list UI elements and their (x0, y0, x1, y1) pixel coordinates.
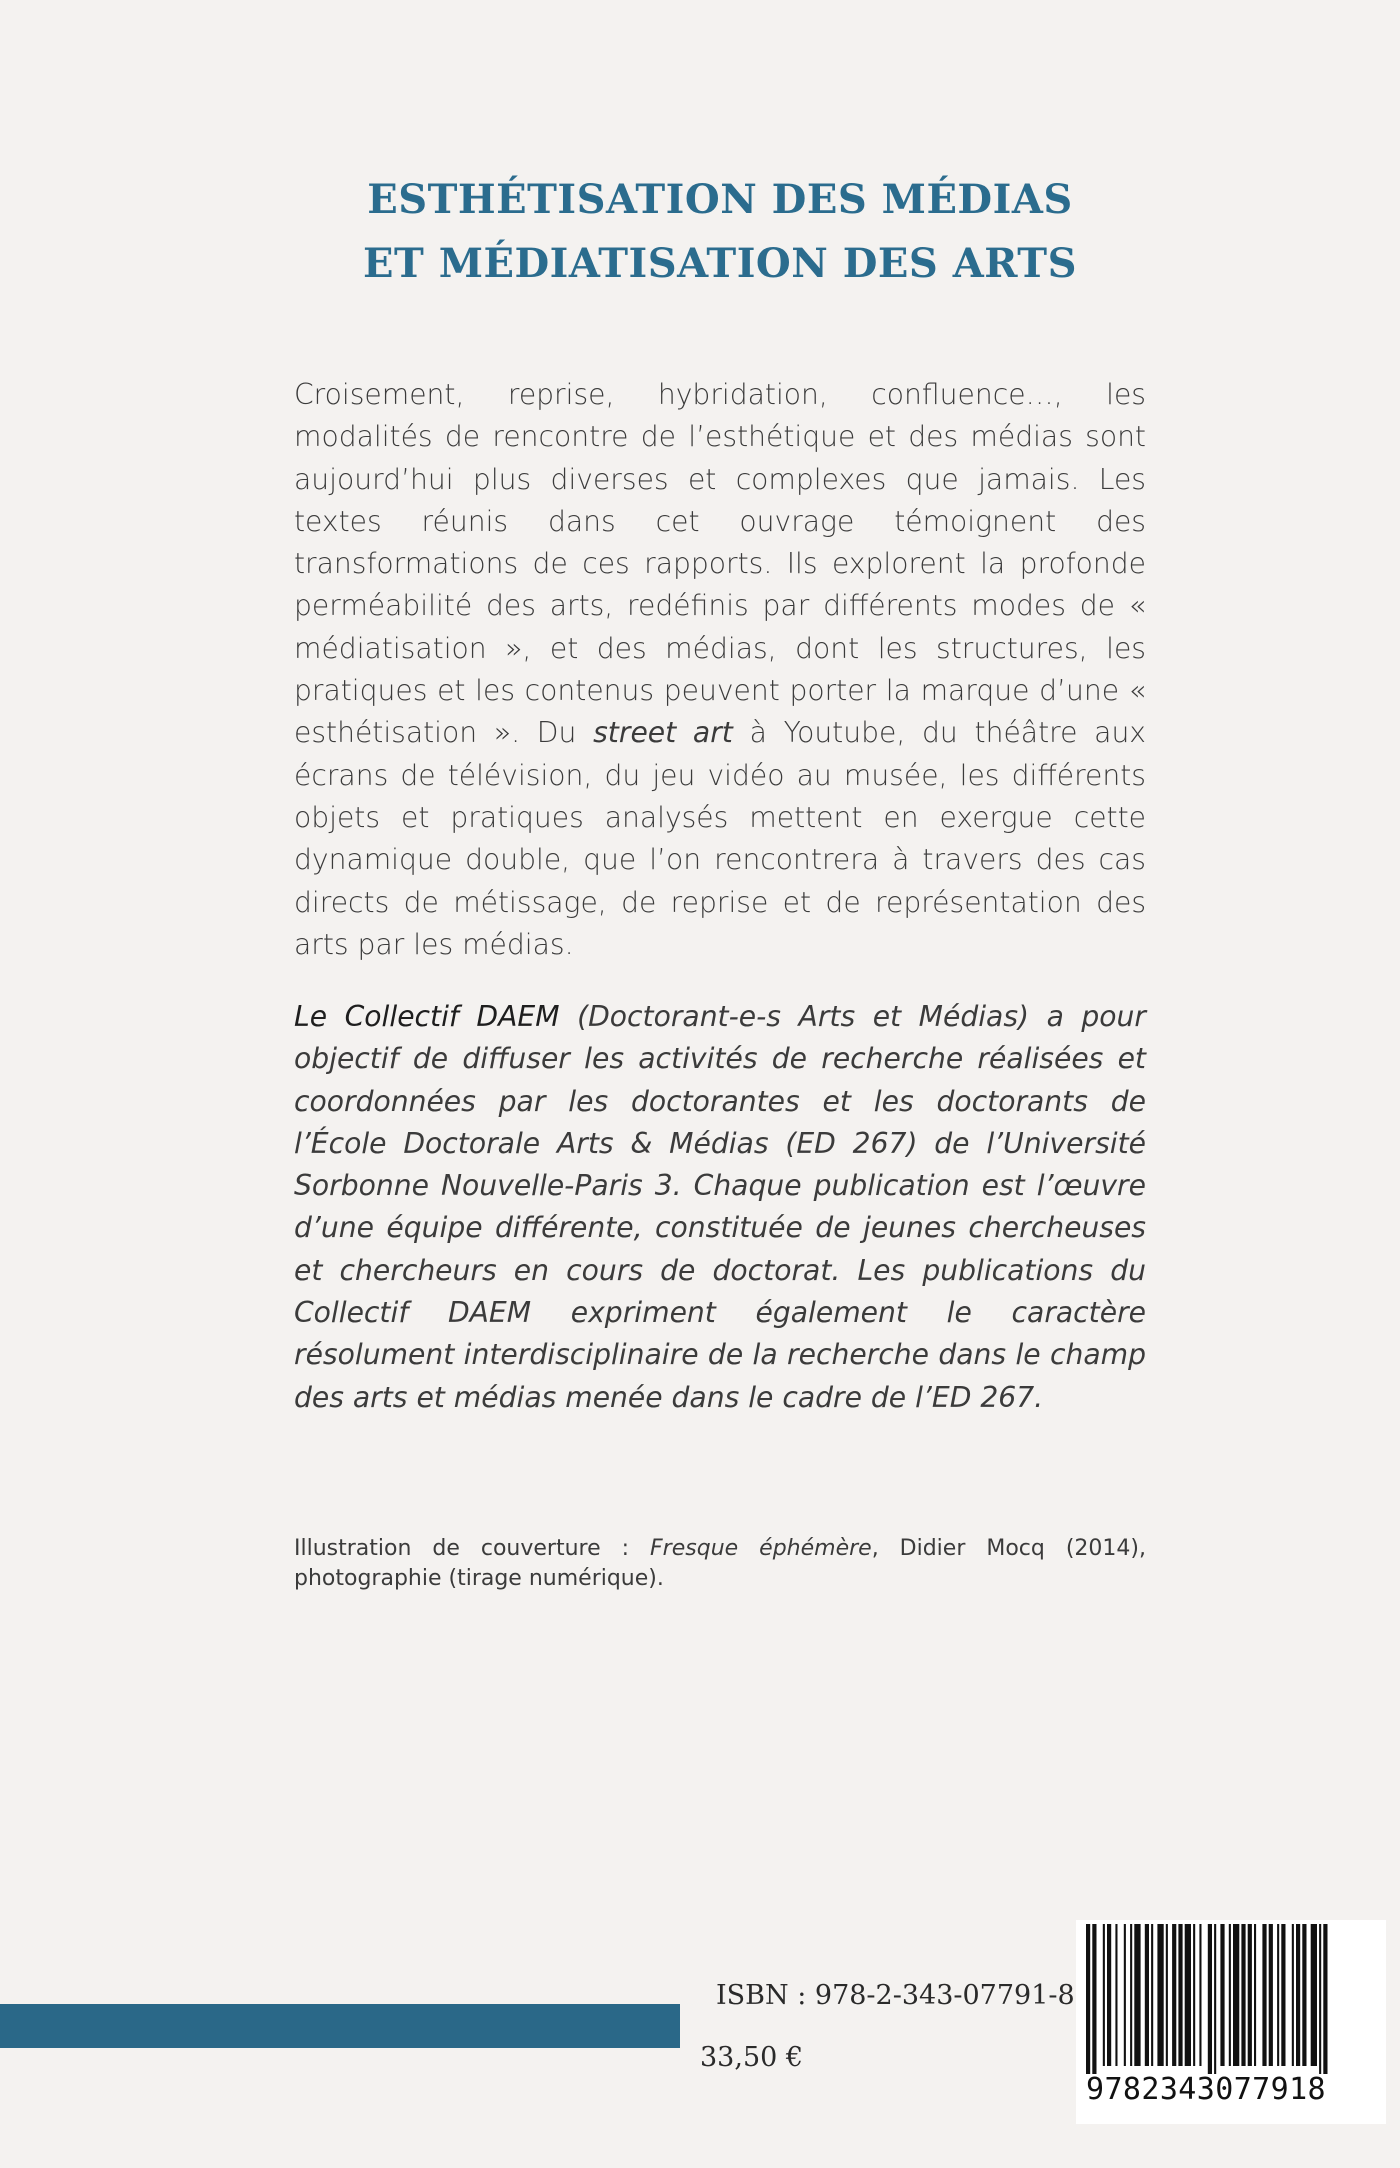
barcode-bar (1311, 1924, 1317, 2066)
barcode-bar (1178, 1924, 1182, 2066)
barcode-bar (1115, 1924, 1117, 2066)
isbn-label: ISBN : 978-2-343-07791-8 (716, 1980, 1075, 2011)
barcode-bar (1229, 1924, 1231, 2066)
book-summary (294, 374, 1146, 966)
barcode-bar (1145, 1924, 1149, 2066)
cover-credit-work: Fresque éphémère (650, 1536, 872, 1561)
barcode-bar (1248, 1924, 1252, 2066)
barcode-bar (1185, 1924, 1191, 2066)
book-title-line-1: ESTHÉTISATION DES MÉDIAS (367, 176, 1073, 223)
barcode-bar (1241, 1924, 1245, 2066)
accent-band (0, 2004, 680, 2048)
barcode-bars-icon (1084, 1924, 1378, 2074)
book-summary-part-2: à Youtube, du théâtre aux écrans de télévision, du jeu vidéo au musée, les différents objets et pratiques analysés mettent en exergue cette dynamique double, que l’on rencontrera à travers des cas directs de métissage, de reprise et de représentation des arts par les médias. (294, 716, 1146, 961)
barcode-bar (1233, 1924, 1239, 2066)
barcode-bar (1254, 1924, 1256, 2066)
collectif-description (294, 996, 1146, 1419)
barcode-bar (1103, 1924, 1105, 2066)
barcode-bar (1193, 1924, 1195, 2066)
cover-credit-suffix: , Didier Mocq (2014), photographie (tirage numérique). (294, 1536, 1146, 1591)
cover-credit-prefix: Illustration de couverture : (294, 1536, 651, 1561)
barcode-bar (1130, 1924, 1132, 2066)
barcode-bar (1262, 1924, 1266, 2066)
book-title-line-2: ET MÉDIATISATION DES ARTS (363, 240, 1077, 287)
collectif-text: (Doctorant-e-s Arts et Médias) a pour objectif de diffuser les activités de recherche réalisées et coordonnées par les doctorantes et les doctorants de l’École Doctorale Arts & Médias (ED 267) de l’Université Sorbonne Nouvelle-Paris 3. Chaque publication est l’œuvre d’une équipe différente, constituée de jeunes chercheuses et chercheurs en cours de doctorat. Les publications du Collectif DAEM expriment également le caractère résolument interdisciplinaire de la recherche dans le champ des arts et médias menée dans le cadre de l’ED 267. (294, 1000, 1146, 1414)
barcode-bar (1281, 1924, 1285, 2066)
barcode-bar (1323, 1924, 1327, 2074)
barcode-bar (1172, 1924, 1176, 2066)
barcode-bar (1292, 1924, 1294, 2066)
book-summary-italic: street art (593, 716, 733, 750)
price-label: 33,50 € (700, 2042, 804, 2073)
barcode-bar (1199, 1924, 1201, 2066)
barcode-bar (1319, 1924, 1321, 2074)
barcode-bar (1277, 1924, 1279, 2066)
barcode-bar (1124, 1924, 1126, 2066)
barcode (1076, 1920, 1386, 2124)
barcode-bar (1092, 1924, 1096, 2074)
barcode-bar (1166, 1924, 1168, 2066)
book-summary-part-1: Croisement, reprise, hybridation, confluence…, les modalités de rencontre de l’esthétique et des médias sont aujourd’hui plus diverses et complexes que jamais. Les textes réunis dans cet ouvrage témoignent des transformations de ces rapports. Ils explorent la profonde perméabilité des arts, redéfinis par différents modes de « médiatisation », et des médias, dont les structures, les pratiques et les contenus peuvent porter la marque d’une « esthétisation ». Du (294, 378, 1146, 750)
barcode-bar (1157, 1924, 1163, 2066)
collectif-name: Le Collectif DAEM (294, 1000, 560, 1033)
barcode-bar (1107, 1924, 1111, 2066)
barcode-bar (1302, 1924, 1306, 2066)
barcode-bar (1151, 1924, 1153, 2066)
book-title (0, 168, 1400, 296)
cover-credit (294, 1534, 1146, 1594)
barcode-bar (1086, 1924, 1090, 2074)
barcode-bar (1214, 1924, 1216, 2074)
barcode-bar (1134, 1924, 1140, 2066)
barcode-digits: 9782343077918 (1086, 2072, 1326, 2107)
barcode-bar (1208, 1924, 1212, 2074)
barcode-bar (1220, 1924, 1224, 2066)
barcode-bar (1296, 1924, 1300, 2066)
barcode-bar (1269, 1924, 1273, 2066)
